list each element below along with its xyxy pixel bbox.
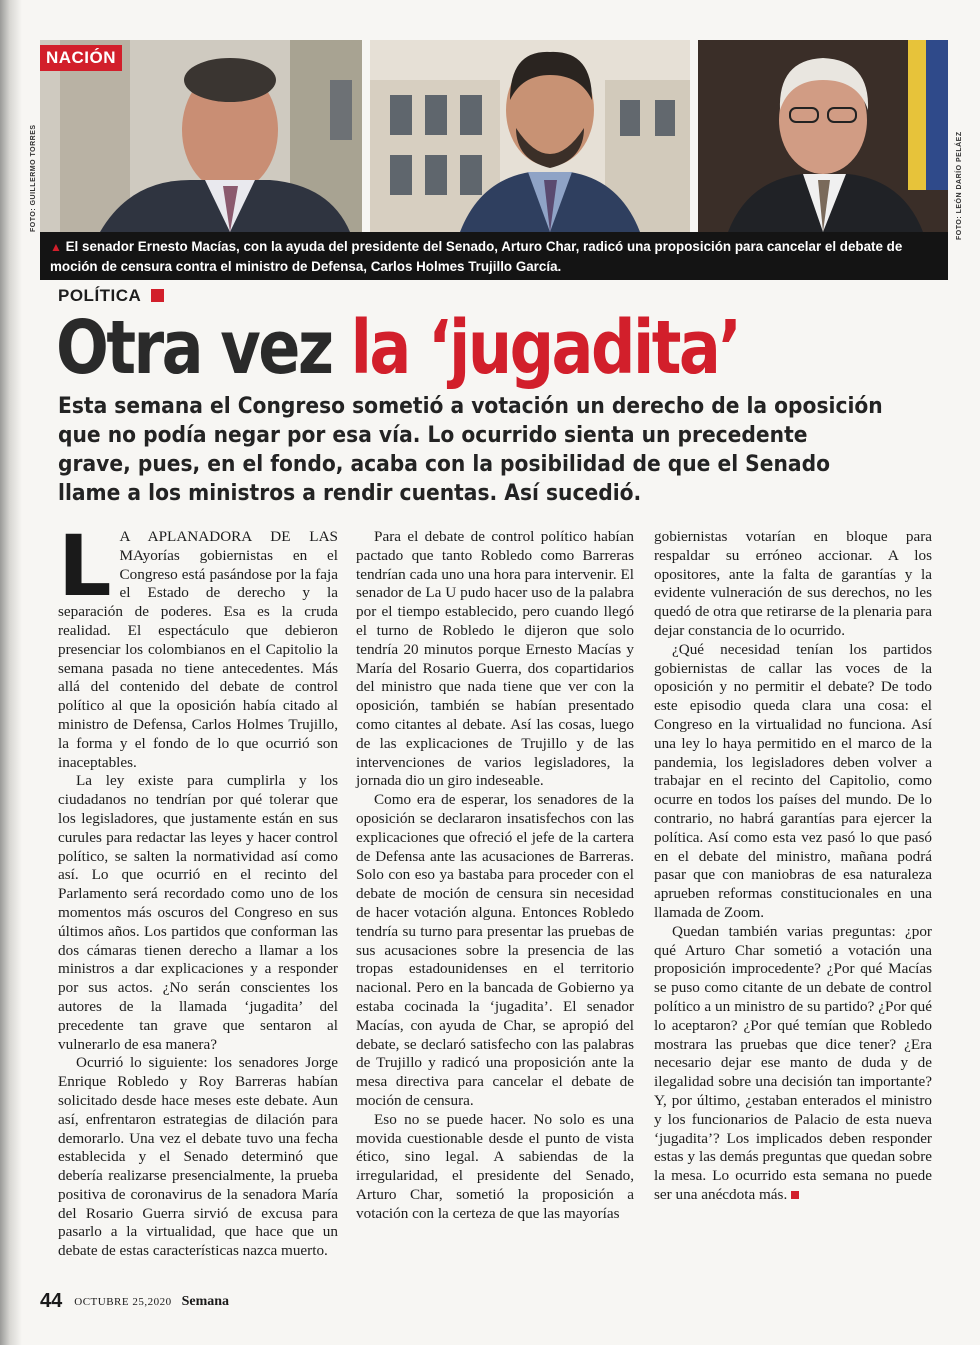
- photo-credit-left: FOTO: GUILLERMO TORRES: [30, 124, 37, 232]
- article-column-3: [654, 528, 932, 1205]
- page-gutter-shadow: [0, 0, 22, 1345]
- photo-minister-trujillo: [698, 40, 948, 232]
- caption-triangle-icon: ▲: [50, 240, 62, 254]
- article-paragraph: Como era de esperar, los senadores de la oposición se declararon insatisfechos con las explicaciones que ofreció el jefe de la cartera de Defensa ante las acusaciones de Barreras. Solo con eso ya bastaba para proceder con el debate de moción de censura sin necesidad de hacer votación alguna. Entonces Robledo tendría su turno para presentar las pruebas de sus acusaciones sobre la presencia de las tropas estadounidenses en el territorio nacional. Pero en la bancada de Gobierno ya estaba cocinada la ‘jugadita’. El senador Macías, con ayuda de Char, se apropió del debate, se declaró satisfecho con las palabras de Trujillo y radicó una proposición ante la mesa directiva para cancelar el debate de moción de censura.: [356, 791, 634, 1109]
- article-column-2: [356, 528, 634, 1223]
- magazine-brand: Semana: [181, 1293, 230, 1309]
- article-paragraph: ¿Qué necesidad tenían los partidos gobiernistas de callar las voces de la oposición y no permitir el debate? De todo este episodio queda clara una cosa: el Congreso en la virtualidad no funciona. Así una ley lo haya permitido en el marco de la pandemia, los legisladores deben volver a trabajar en el recinto del Capitolio, como ocurre en todos los países del mundo. De lo contrario, no habrá garantías para ejercer la política. Así como esta vez pasó lo que pasó en el debate del ministro, mañana podrá pasar que con maniobras de esa naturaleza aprueben reformas constitucionales en una llamada de Zoom.: [654, 640, 932, 921]
- end-mark-icon: [791, 1191, 799, 1199]
- article-paragraph: Ocurrió lo siguiente: los senadores Jorge Enrique Robledo y Roy Barreras habían solicitado desde hace meses este debate. Aun así, enfrentaron estrategias de dilación para demorarlo. Una vez el debate tuvo una fecha establecida y el Senado determinó que debería realizarse presencialmente, la prueba positiva de coronavirus de la senadora María del Rosario Guerra sirvió de excusa para pasarlo a la virtualidad, que hace que un debate de estas características nazca muerto.: [58, 1054, 338, 1260]
- portrait-char-illustration: [370, 40, 690, 232]
- deck-subheadline: Esta semana el Congreso sometió a votación un derecho de la oposición que no podía negar por esa vía. Lo ocurrido sienta un precedente grave, pues, en el fondo, acaba con la posibilidad de que el Senado llame a los ministros a rendir cuentas. Así sucedió.: [58, 393, 883, 506]
- photo-senate-president-char: [370, 40, 690, 232]
- article-column-1: [58, 517, 338, 1261]
- headline-red: la ‘jugadita’: [350, 305, 740, 391]
- headline: [56, 300, 739, 396]
- kicker-label: POLÍTICA: [58, 286, 142, 305]
- article-paragraph: Eso no se puede hacer. No solo es una movida cuestionable desde el punto de vista ético, sino legal. A sabiendas de la irregularidad, el presidente del Senado, Arturo Char, sometió la proposición a votación con la certeza de que las mayorías: [356, 1110, 634, 1222]
- drop-cap: L: [58, 517, 112, 615]
- article-paragraph: L A APLANADORA DE LAS MAyorías gobiernistas en el Congreso está pasándose por la faja el Estado de derecho y la separación de poderes. Esa es la cruda realidad. El espectáculo que debieron presenciar los colombianos en el Capitolio la semana pasada no tiene antecedentes. Más allá del contenido del debate de control político al que la oposición había citado al ministro de Defensa, Carlos Holmes Trujillo, la forma y el fondo de lo que ocurrió son inaceptables.: [58, 517, 338, 771]
- photo-strip: [40, 40, 948, 232]
- article-paragraph: Quedan también varias preguntas: ¿por qué Arturo Char sometió a votación una proposición improcedente? ¿Por qué Macías se puso como citante de un debate de control político a un ministro de su partido? ¿Por qué lo aceptaron? ¿Por qué temían que Robledo mostrara las pruebas que dice tener? ¿Era necesario dejar ese manto de duda y de ilegalidad sobre una decisión tan importante? Y, por último, ¿estaban enterados el ministro y los funcionarios de Palacio de esta nueva ‘jugadita’? Los implicados deben responder estas y las demás preguntas que quedan sobre la mesa. Lo ocurrido esta semana no puede ser una anécdota más.: [654, 922, 932, 1203]
- issue-date: OCTUBRE 25,2020: [74, 1295, 172, 1308]
- section-tag: NACIÓN: [40, 45, 122, 71]
- portrait-trujillo-illustration: [698, 40, 948, 232]
- article-paragraph: Para el debate de control político habían pactado que tanto Robledo como Barreras tendrían cada uno una hora para intervenir. El senador de La U pudo hacer uso de la palabra por el tiempo establecido, pero cuando llegó el turno de Robledo le dijeron que solo tendría 20 minutos porque Ernesto Macías y María del Rosario Guerra, dos copartidarios del ministro que nada tiene que ver con la oposición, también se habían presentado como citantes al debate. Así las cosas, luego de las explicaciones de Trujillo y de las intervenciones de varios legisladores, la jornada dio un giro indeseable.: [356, 528, 634, 790]
- article-paragraph: La ley existe para cumplirla y los ciudadanos no tendrían por qué tolerar que los legisladores, que justamente están en sus curules para redactar las leyes y hacer control político, se salten la normatividad así como así. Lo que ocurrió en el recinto del Parlamento será recordado como uno de los momentos más oscuros del Congreso en sus últimos años. Los partidos que conforman las dos cámaras tienen derecho a llamar a los ministros a dar explicaciones y a responder por sus actos. ¿No serán conscientes los autores de la llamada ‘jugadita’ del precedente tan grave que sentaron al vulnerarlo de esa manera?: [58, 772, 338, 1053]
- photo-credit-right: FOTO: LEÓN DARÍO PELÁEZ: [956, 131, 963, 240]
- page-number: 44: [40, 1290, 63, 1312]
- photo-caption: [40, 232, 948, 280]
- caption-text: El senador Ernesto Macías, con la ayuda del presidente del Senado, Arturo Char, radicó una proposición para cancelar el debate de moción de censura contra el ministro de Defensa, Carlos Holmes Trujillo García.: [50, 239, 903, 274]
- headline-dark: Otra vez: [56, 305, 332, 391]
- article-paragraph: gobiernistas votarían en bloque para respaldar su erróneo accionar. A los opositores, ante la falta de garantías y la evidente vulneración de sus derechos, no les quedó de otra que retirarse de la plenaria para dejar constancia de lo ocurrido.: [654, 528, 932, 639]
- page-footer: [40, 1290, 229, 1313]
